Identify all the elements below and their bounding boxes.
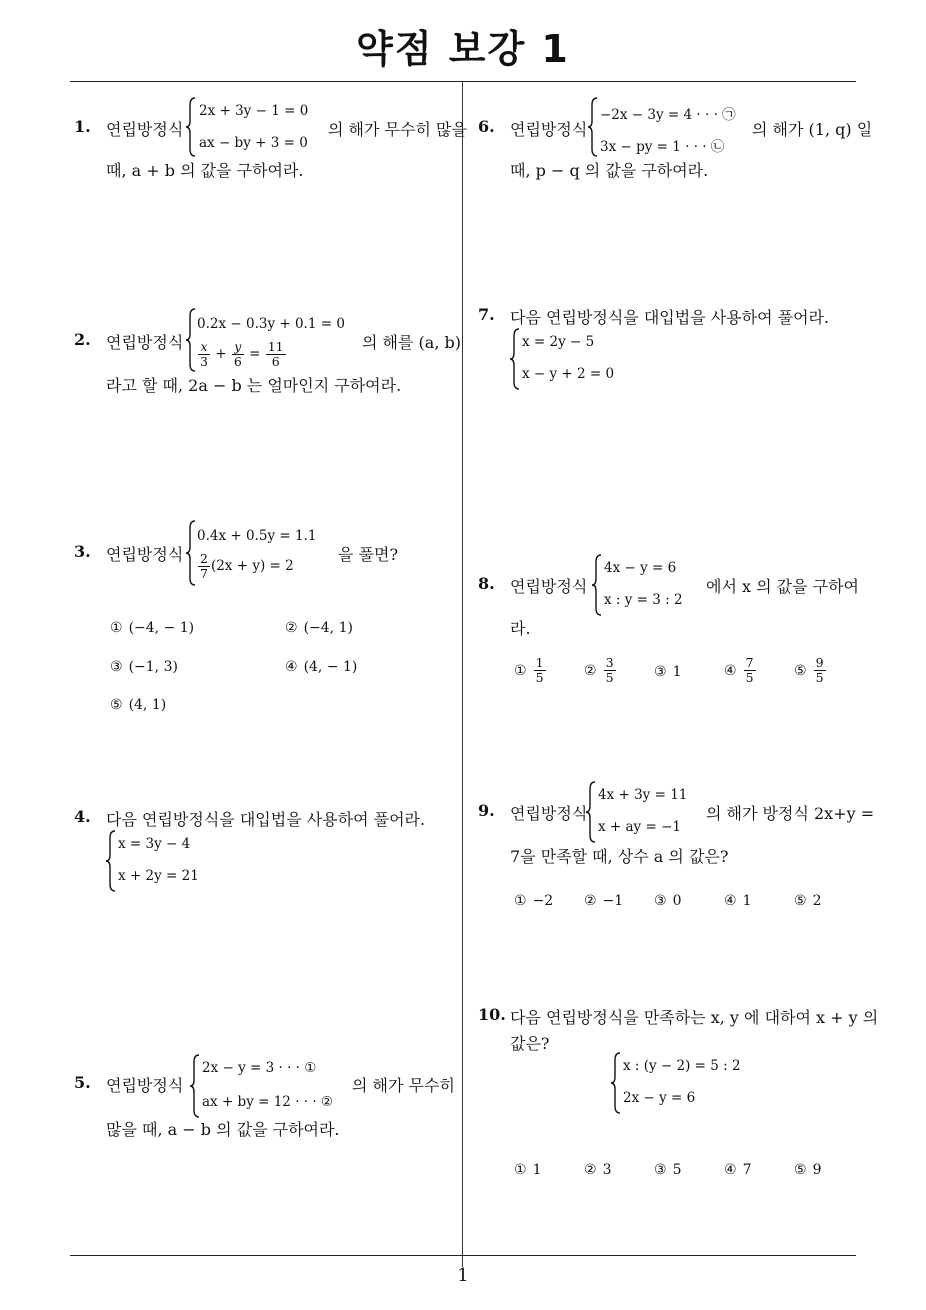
problem-text: 다음 연립방정식을 대입법을 사용하여 풀어라. — [510, 308, 830, 327]
bottom-rule — [70, 1255, 856, 1256]
equation-system — [588, 97, 738, 157]
equation-2: ax + by = 12 · · · ② — [202, 1094, 334, 1110]
fraction: $\frac{x}{3}$ — [200, 339, 208, 369]
choice-4[interactable]: ④ (4, − 1) — [285, 659, 358, 675]
problem-lead: 연립방정식 — [106, 1076, 184, 1095]
equation-1: x = 3y − 4 — [118, 836, 191, 852]
fraction: $\frac{9}{5}$ — [815, 655, 824, 685]
choice-2[interactable]: ② $\frac{3}{5}$ — [584, 655, 614, 685]
choice-3[interactable]: ③ 1 — [654, 664, 682, 680]
equation-system — [106, 830, 226, 892]
left-brace-icon — [510, 328, 520, 390]
equation-2: x : y = 3 : 2 — [604, 592, 683, 608]
choice-4[interactable]: ④ 7 — [724, 1162, 752, 1178]
left-brace-icon — [592, 554, 602, 616]
problem-number: 5. — [74, 1073, 91, 1092]
problem-number: 8. — [478, 574, 495, 593]
equation-1: 2x − y = 3 · · · ① — [202, 1060, 317, 1076]
problem-number: 4. — [74, 807, 91, 826]
top-rule — [70, 81, 856, 82]
left-brace-icon — [186, 520, 196, 586]
fraction: $\frac{11}{6}$ — [267, 339, 284, 369]
equation-2: x + 2y = 21 — [118, 868, 199, 884]
problem-number: 7. — [478, 305, 495, 324]
choice-4[interactable]: ④ $\frac{7}{5}$ — [724, 655, 754, 685]
page-title: 약점 보강 1 — [356, 27, 570, 71]
fraction: $\frac{2}{7}$ — [200, 551, 208, 581]
equation-system — [586, 781, 696, 843]
equation-system — [190, 1054, 335, 1118]
choice-5[interactable]: ⑤ 9 — [794, 1162, 822, 1178]
problem-number: 2. — [74, 330, 91, 349]
problem-line2: 라. — [510, 619, 531, 638]
choice-3[interactable]: ③ 0 — [654, 893, 682, 909]
choice-3[interactable]: ③ 5 — [654, 1162, 682, 1178]
problem-line2: 라고 할 때, 2a − b 는 얼마인지 구하여라. — [106, 376, 402, 395]
problem-lead: 연립방정식 — [106, 120, 184, 139]
problem-number: 6. — [478, 117, 495, 136]
left-brace-icon — [106, 830, 116, 892]
equation-1: x = 2y − 5 — [522, 334, 595, 350]
choice-2[interactable]: ② (−4, 1) — [285, 620, 353, 636]
equation-2: x + ay = −1 — [598, 819, 681, 835]
fraction: $\frac{1}{5}$ — [535, 655, 544, 685]
problem-text: 다음 연립방정식을 만족하는 x, y 에 대하여 x + y 의 — [510, 1008, 879, 1027]
choice-2[interactable]: ② −1 — [584, 893, 624, 909]
problem-tail: 의 해가 무수히 — [352, 1076, 455, 1095]
left-brace-icon — [190, 1054, 200, 1118]
equation-1: 2x + 3y − 1 = 0 — [199, 103, 309, 119]
equation-system — [186, 97, 316, 157]
equation-2: 3x − py = 1 · · · ㉡ — [600, 139, 725, 155]
choice-4[interactable]: ④ 1 — [724, 893, 752, 909]
problem-tail: 에서 x 의 값을 구하여 — [706, 577, 860, 596]
problem-line2: 때, a + b 의 값을 구하여라. — [106, 161, 304, 180]
problem-lead: 연립방정식 — [510, 577, 588, 596]
equation-1: −2x − 3y = 4 · · · ㉠ — [600, 107, 736, 123]
equation-system — [186, 520, 326, 586]
equation-1: 4x + 3y = 11 — [598, 787, 688, 803]
equation-1: 0.2x − 0.3y + 0.1 = 0 — [197, 316, 345, 332]
equation-2: x − y + 2 = 0 — [522, 366, 615, 382]
choice-1[interactable]: ① 1 — [514, 1162, 542, 1178]
problem-number: 1. — [74, 117, 91, 136]
problem-text: 다음 연립방정식을 대입법을 사용하여 풀어라. — [106, 810, 426, 829]
equation-1: x : (y − 2) = 5 : 2 — [623, 1058, 741, 1074]
choice-2[interactable]: ② 3 — [584, 1162, 612, 1178]
left-brace-icon — [186, 308, 196, 372]
problem-tail: 의 해를 (a, b) — [362, 333, 461, 352]
equation-1: 0.4x + 0.5y = 1.1 — [197, 528, 317, 544]
fraction: $\frac{7}{5}$ — [745, 655, 754, 685]
column-divider — [462, 82, 463, 1267]
choice-5[interactable]: ⑤ $\frac{9}{5}$ — [794, 655, 824, 685]
choice-1[interactable]: ① $\frac{1}{5}$ — [514, 655, 544, 685]
problem-lead: 연립방정식 — [106, 545, 184, 564]
equation-system — [186, 308, 351, 372]
equation-system — [592, 554, 697, 616]
problem-lead: 연립방정식 — [510, 120, 588, 139]
equation-system — [611, 1052, 761, 1114]
problem-lead: 연립방정식 — [106, 333, 184, 352]
problem-tail: 의 해가 무수히 많을 — [328, 120, 467, 139]
problem-lead: 연립방정식 — [510, 804, 588, 823]
problem-tail: 을 풀면? — [338, 545, 399, 564]
problem-line2: 때, p − q 의 값을 구하여라. — [510, 161, 709, 180]
equation-2: $\frac{2}{7}$ (2x + y) = 2 — [200, 551, 294, 581]
page-number: 1 — [457, 1265, 469, 1286]
left-brace-icon — [186, 97, 196, 157]
problem-tail: 의 해가 방정식 2x+y = — [706, 804, 875, 823]
choice-5[interactable]: ⑤ 2 — [794, 893, 822, 909]
left-brace-icon — [611, 1052, 621, 1114]
equation-1: 4x − y = 6 — [604, 560, 677, 576]
equation-2: $\frac{x}{3}$ + $\frac{y}{6}$ = $\frac{11}{6}$ — [200, 339, 284, 369]
equation-2: ax − by + 3 = 0 — [199, 135, 308, 151]
equation-2: 2x − y = 6 — [623, 1090, 696, 1106]
choice-3[interactable]: ③ (−1, 3) — [110, 659, 178, 675]
problem-line2: 많을 때, a − b 의 값을 구하여라. — [106, 1120, 340, 1139]
equation-system — [510, 328, 640, 390]
left-brace-icon — [588, 97, 598, 157]
choice-1[interactable]: ① −2 — [514, 893, 554, 909]
problem-number: 9. — [478, 801, 495, 820]
problem-line2: 값은? — [510, 1034, 550, 1053]
left-brace-icon — [586, 781, 596, 843]
choice-5[interactable]: ⑤ (4, 1) — [110, 697, 167, 713]
problem-line2: 7을 만족할 때, 상수 a 의 값은? — [510, 847, 729, 866]
problem-number: 10. — [478, 1005, 506, 1024]
fraction: $\frac{3}{5}$ — [605, 655, 614, 685]
problem-tail: 의 해가 (1, q) 일 — [752, 120, 873, 139]
fraction: $\frac{y}{6}$ — [233, 339, 242, 369]
choice-1[interactable]: ① (−4, − 1) — [110, 620, 195, 636]
problem-number: 3. — [74, 542, 91, 561]
